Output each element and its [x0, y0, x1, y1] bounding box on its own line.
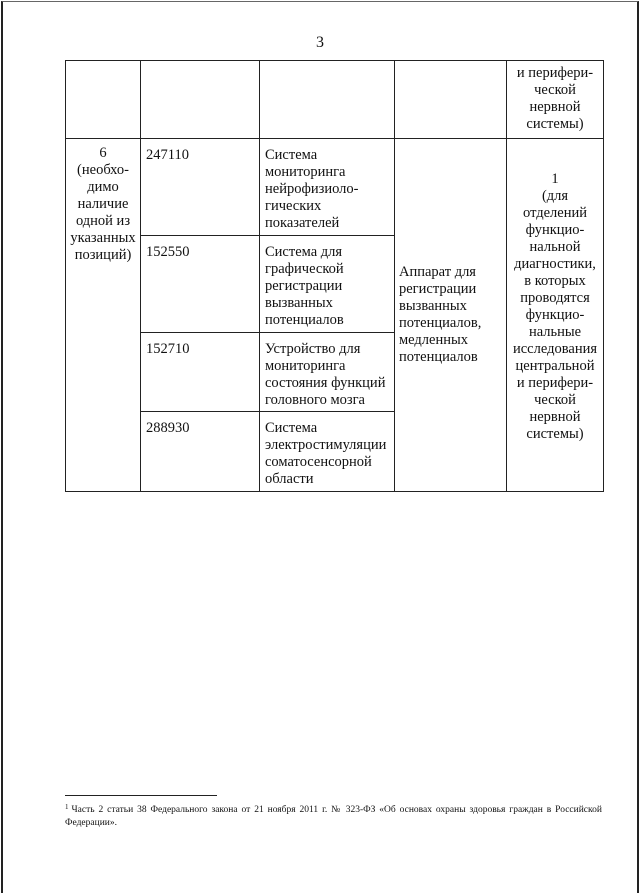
continuation-cell-equipment: [395, 61, 507, 139]
continuation-cell-number: [66, 61, 141, 139]
equipment-table: [65, 60, 604, 492]
footnote-marker: 1: [65, 803, 69, 811]
item-code: 152710: [141, 333, 260, 412]
item-code: 152550: [141, 236, 260, 333]
table-row: [66, 139, 604, 236]
continuation-cell-name: [260, 61, 395, 139]
page-number: 3: [316, 34, 324, 51]
footnote-divider: [65, 795, 217, 796]
continuation-cell-code: [141, 61, 260, 139]
item-name: Система электростимуляции соматосенсорной области: [260, 412, 395, 492]
group-number-cell: 6 (необхо- димо наличие одной из указанных позиций): [66, 139, 141, 492]
item-name: Система мониторинга нейрофизиоло- гических показателей: [260, 139, 395, 236]
footnote: [65, 801, 602, 830]
item-code: 247110: [141, 139, 260, 236]
continuation-cell-quantity: и перифери- ческой нервной системы): [507, 61, 604, 139]
item-name: Система для графической регистрации вызванных потенциалов: [260, 236, 395, 333]
item-name: Устройство для мониторинга состояния функций головного мозга: [260, 333, 395, 412]
footnote-text: Часть 2 статьи 38 Федерального закона от 21 ноября 2011 г. № 323-ФЗ «Об основах охраны здоровья граждан в Российской Федерации».: [65, 805, 602, 828]
table-row-continuation: [66, 61, 604, 139]
item-code: 288930: [141, 412, 260, 492]
quantity-cell: 1 (для отделений функцио- нальной диагностики, в которых проводятся функцио- нальные исследования центральной и перифери- ческой нервной системы): [507, 139, 604, 492]
equipment-name-cell: Аппарат для регистрации вызванных потенциалов, медленных потенциалов: [395, 139, 507, 492]
